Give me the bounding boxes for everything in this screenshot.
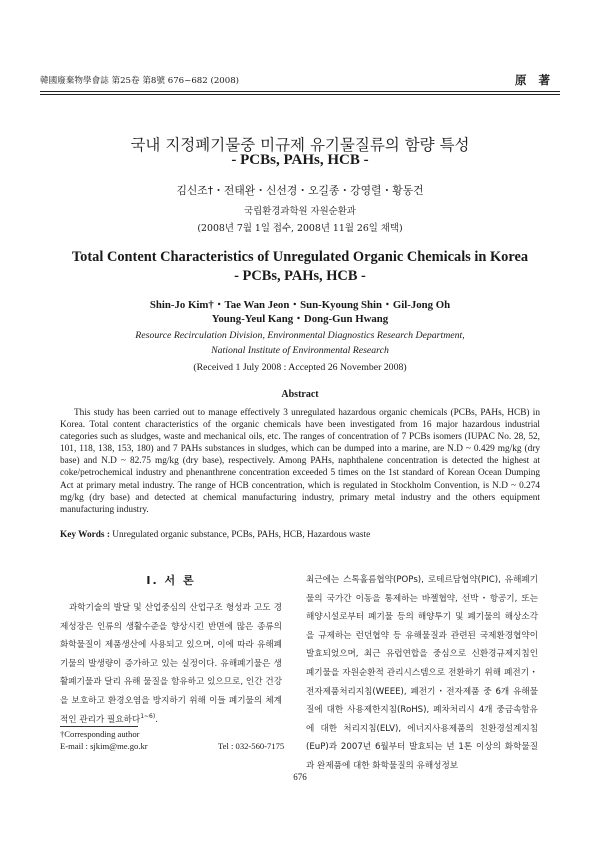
footnote-corresponding: †Corresponding author: [60, 729, 140, 739]
abstract-heading: Abstract: [281, 389, 319, 400]
header-rule-thin: [40, 94, 560, 95]
header-rule-thick: [40, 91, 560, 92]
page-number: 676: [293, 772, 307, 782]
abstract-text: This study has been carried out to manage effectively 3 unregulated hazardous organic chemicals (PCBs, PAHs, HCB) in Korea. Total content characteristics of the organic chemicals have been investigated from 16 major hazardous industrial categories such as sludges, waste and mechanical oils, etc. The ranges of concentration of 7 PCBs isomers (IUPAC No. 28, 52, 101, 118, 138, 153, 180) and 7 PAHs substances in sludges, which can be dumped into a marine, are N.D ~ 0.429 mg/kg (dry base) and N.D ~ 82.75 mg/kg (dry base), respectively. Among PAHs, naphthalene concentration is detected the highest at coke/petrochemical industry and phenanthrene concentration exceeded 5 times on the 1st standard of Korean Ocean Dumping Act at primary metal industry. The range of HCB concentration, which is regulated in Stockholm Convention, is N.D ~ 0.274 mg/kg (dry base) and detected at chemical manufacturing industry, primary metal industry and the others equipment manufacturing industry.: [60, 408, 540, 515]
korean-title: 국내 지정폐기물중 미규제 유기물질류의 함량 특성: [130, 136, 470, 154]
english-authors-line2: Young-Yeul Kang・Dong-Gun Hwang: [211, 313, 389, 325]
intro-left-ref: 1~6): [140, 712, 156, 720]
korean-subtitle: - PCBs, PAHs, HCB -: [231, 152, 369, 168]
english-affiliation-line1: Resource Recirculation Division, Environmental Diagnostics Research Department,: [135, 330, 465, 341]
footnote-email: E-mail : sjkim@me.go.kr: [60, 741, 148, 751]
english-dates: (Received 1 July 2008 : Accepted 26 November 2008): [193, 362, 407, 373]
intro-right-column: 최근에는 스톡홀름협약(POPs), 로테르담협약(PIC), 유해폐기물의 국가간 이동을 통제하는 바젤협약, 선박・항공기, 또는 해양시설로부터 폐기물 등의 해양투기 및 폐기물의 해상소각을 규제하는 런던협약 등 유해물질과 관련된 국제환경협약이 발효되었으며, 최근 유럽연합을 중심으로 신환경규제지침인 폐기물을 자원순환적 관리시스템으로 전환하기 위해 폐전기・전자제품처리지침(WEEE), 폐전기・전자제품 중 6개 유해물질에 대한 사용제한지침(RoHS), 폐차처리시 4개 중금속함유에 대한 처리지침(ELV), 에너지사용제품의 친환경설계지침(EuP)과 2007년 6월부터 발효되는 년 1톤 이상의 화학물질과 완제품에 대한 화학물질의 유해성정보: [306, 575, 538, 771]
intro-left-text: 과학기술의 발달 및 산업중심의 산업구조 형성과 고도 경제성장은 인류의 생활수준을 향상시킨 반면에 많은 종류의 화학물질이 제품생산에 사용되고 있으며, 이에 따라 유해폐기물의 발생량이 증가하고 있는 실정이다. 유해폐기물은 생활폐기물과 달리 유해 물질을 함유하고 있으므로, 인간 건강을 보호하고 환경오염을 방지하기 위해 이들 폐기물의 체계적인 관리가 필요하다: [60, 603, 282, 725]
journal-citation: 韓國廢棄物學會誌 第25卷 第8號 676~682 (2008): [40, 76, 240, 86]
footnote-tel: Tel : 032-560-7175: [218, 741, 285, 751]
english-subtitle: - PCBs, PAHs, HCB -: [234, 268, 366, 284]
english-title: Total Content Characteristics of Unregulated Organic Chemicals in Korea: [71, 249, 529, 265]
keywords-label: Key Words :: [60, 530, 110, 540]
keywords-text: Unregulated organic substance, PCBs, PAHs, HCB, Hazardous waste: [112, 530, 371, 540]
korean-authors: 김신조†・전태완・신선경・오길종・강영렬・황동건: [176, 184, 424, 197]
section-heading: I. 서 론: [146, 574, 196, 587]
footnote-rule: [60, 726, 138, 727]
intro-left-column: 과학기술의 발달 및 산업중심의 산업구조 형성과 고도 경제성장은 인류의 생활수준을 향상시킨 반면에 많은 종류의 화학물질이 제품생산에 사용되고 있으며, 이에 따라 유해폐기물의 발생량이 증가하고 있는 실정이다. 유해폐기물은 생활폐기물과 달리 유해 물질을 함유하고 있으므로, 인간 건강을 보호하고 환경오염을 방지하기 위해 이들 폐기물의 체계적인 관리가 필요하다$^{1\sim 6)}$.: [60, 603, 282, 725]
korean-dates: (2008년 7월 1일 접수, 2008년 11월 26일 채택): [197, 223, 403, 234]
running-header: [40, 74, 560, 90]
article-type-tag: 原 著: [514, 73, 554, 87]
english-authors-line1: Shin-Jo Kim†・Tae Wan Jeon・Sun-Kyoung Shin・Gil-Jong Oh: [149, 299, 451, 311]
keywords: [60, 530, 560, 540]
english-affiliation-line2: National Institute of Environmental Research: [211, 345, 389, 356]
korean-affiliation: 국립환경과학원 자원순환과: [244, 206, 356, 217]
